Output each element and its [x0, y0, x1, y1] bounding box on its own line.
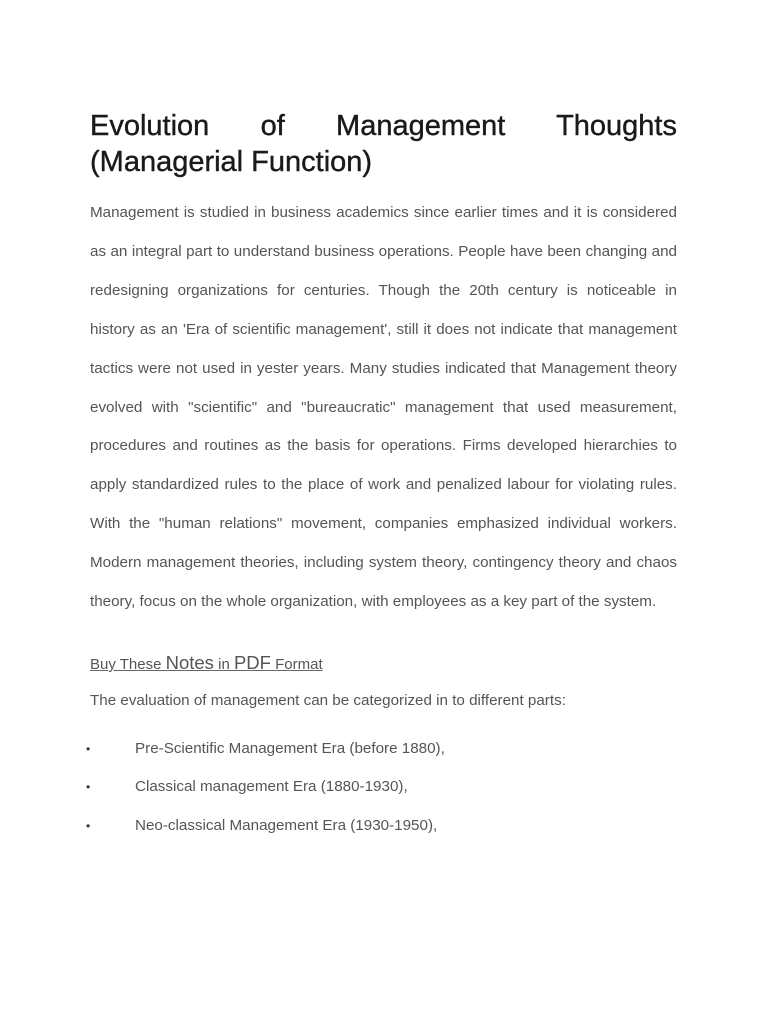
- intro-paragraph: Management is studied in business academics since earlier times and it is considered as an integral part to understand business operations. People have been changing and redesigning organizations for centuries. Though the 20th century is noticeable in history as an 'Era of scientific management', still it does not indicate that management tactics were not used in yester years. Many studies indicated that Management theory evolved with "scientific" and "bureaucratic" management that used measurement, procedures and routines as the basis for operations. Firms developed hierarchies to apply standardized rules to the place of work and penalized labour for violating rules. With the "human relations" movement, companies emphasized individual workers. Modern management theories, including system theory, contingency theory and chaos theory, focus on the whole organization, with employees as a key part of the system.: [90, 204, 677, 611]
- buy-link-text-buy: Buy These: [90, 655, 162, 673]
- buy-link-text-notes: Notes: [165, 651, 214, 673]
- list-item: [86, 807, 677, 846]
- bullet-icon: •: [86, 741, 91, 756]
- era-label: Classical management Era (1880-1930),: [135, 778, 408, 796]
- list-item: [86, 730, 677, 769]
- buy-link-text-in: in: [218, 655, 230, 673]
- list-item: [86, 768, 677, 807]
- document-page: [86, 108, 677, 845]
- buy-link-text-pdf: PDF: [233, 651, 271, 673]
- era-label: Pre-Scientific Management Era (before 1880),: [135, 739, 445, 757]
- bullet-icon: •: [86, 818, 91, 833]
- era-label: Neo-classical Management Era (1930-1950),: [135, 816, 438, 834]
- page-title: Evolution of Management Thoughts (Managerial Function): [90, 110, 677, 178]
- categories-intro: The evaluation of management can be categorized in to different parts:: [90, 691, 566, 709]
- buy-notes-link[interactable]: [90, 650, 677, 678]
- buy-link-text-format: Format: [275, 655, 323, 673]
- era-list: [86, 730, 677, 846]
- bullet-icon: •: [86, 780, 91, 795]
